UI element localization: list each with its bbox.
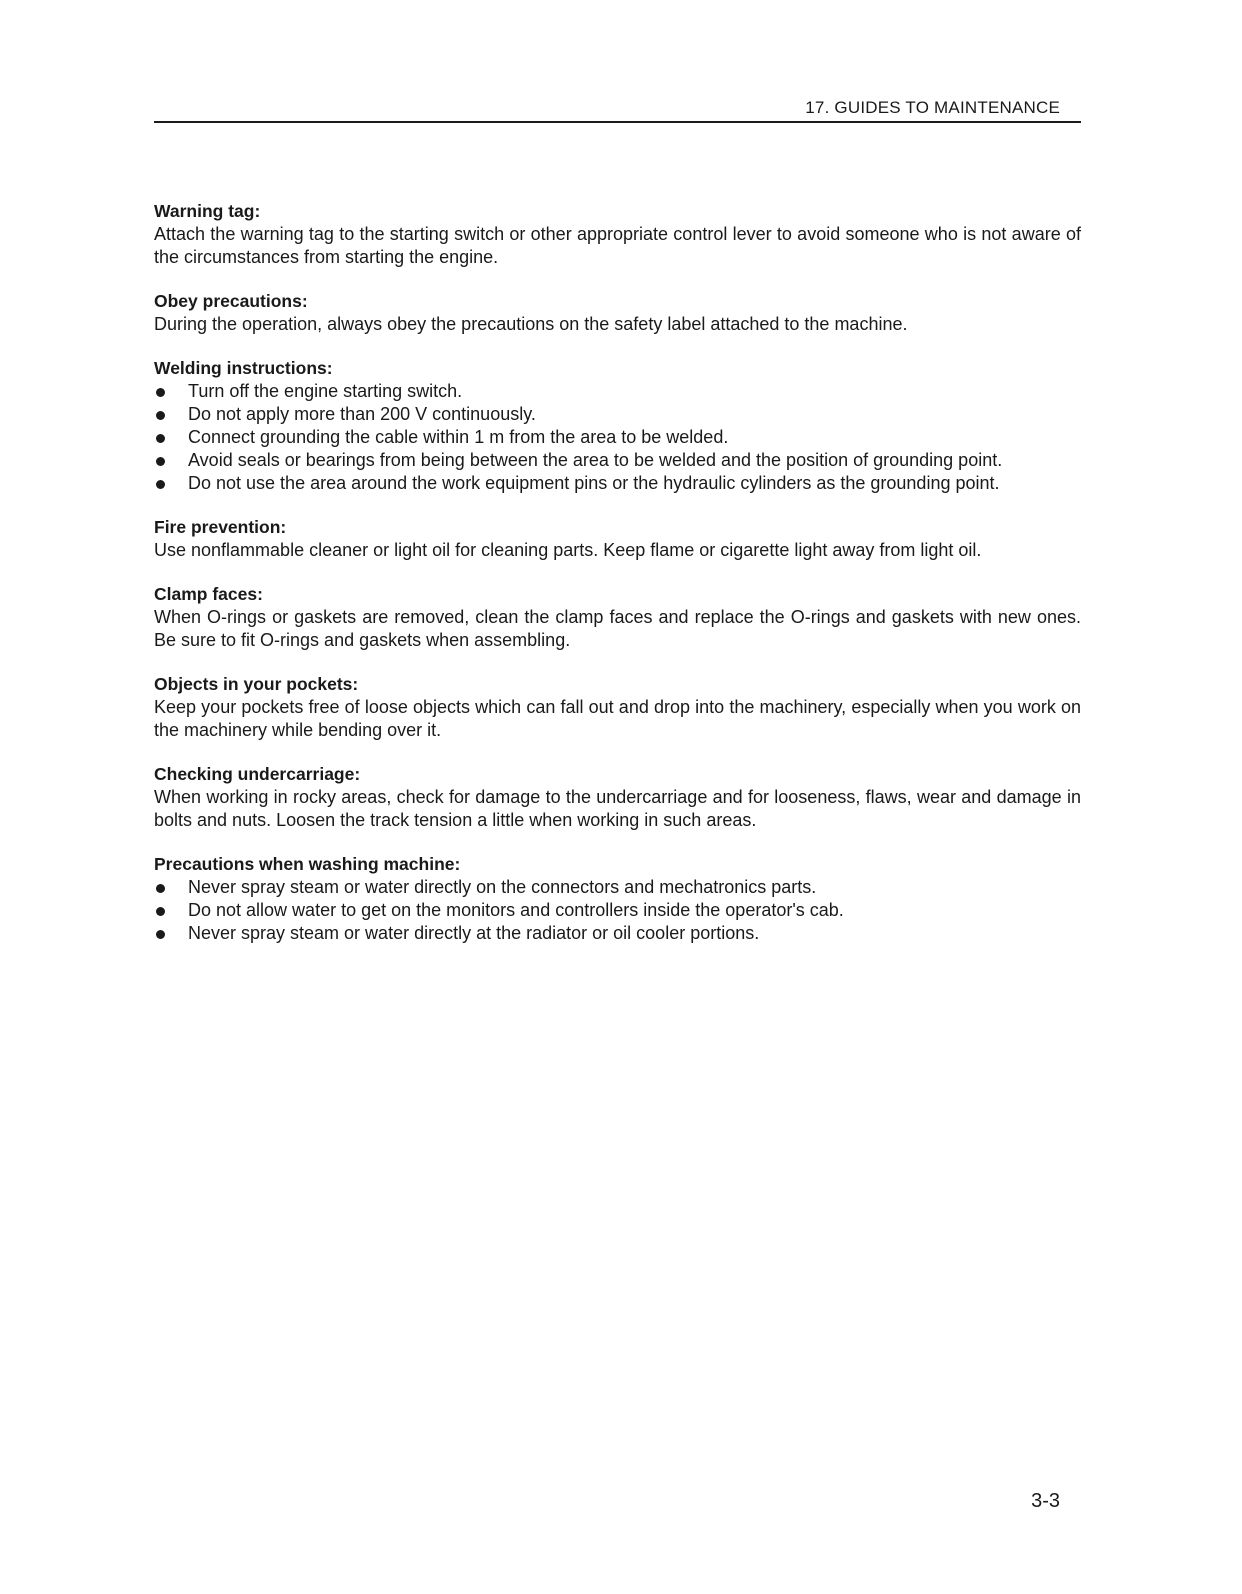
section-heading: Precautions when washing machine: bbox=[154, 854, 461, 874]
list-item-text: Do not allow water to get on the monitors and controllers inside the operator's cab. bbox=[188, 900, 844, 920]
section-heading: Obey precautions: bbox=[154, 291, 308, 311]
section-heading: Clamp faces: bbox=[154, 584, 263, 604]
section-paragraph: When O-rings or gaskets are removed, clean the clamp faces and replace the O-rings and gaskets with new ones. Be sure to fit O-rings and gaskets when assembling. bbox=[154, 607, 1081, 650]
section-heading: Warning tag: bbox=[154, 201, 261, 221]
list-item bbox=[154, 426, 1081, 449]
section-obey-precautions bbox=[154, 290, 1081, 336]
bullet-icon bbox=[156, 480, 165, 489]
section-paragraph: Use nonflammable cleaner or light oil for cleaning parts. Keep flame or cigarette light away from light oil. bbox=[154, 540, 982, 560]
bullet-icon bbox=[156, 930, 165, 939]
list-item-text: Turn off the engine starting switch. bbox=[188, 381, 463, 401]
header-rule bbox=[154, 121, 1081, 123]
section-heading: Objects in your pockets: bbox=[154, 674, 359, 694]
list-item-text: Never spray steam or water directly on the connectors and mechatronics parts. bbox=[188, 877, 817, 897]
section-paragraph: Attach the warning tag to the starting switch or other appropriate control lever to avoid someone who is not aware of the circumstances from starting the engine. bbox=[154, 224, 1081, 267]
section-heading: Fire prevention: bbox=[154, 517, 287, 537]
bullet-icon bbox=[156, 457, 165, 466]
list-item bbox=[154, 922, 1081, 945]
list-item-text: Avoid seals or bearings from being between the area to be welded and the position of grounding point. bbox=[188, 450, 1003, 470]
list-item-text: Do not apply more than 200 V continuously. bbox=[188, 404, 536, 424]
page-body bbox=[154, 200, 1081, 966]
list-item bbox=[154, 380, 1081, 403]
section-paragraph: During the operation, always obey the precautions on the safety label attached to the machine. bbox=[154, 314, 908, 334]
section-paragraph: When working in rocky areas, check for damage to the undercarriage and for looseness, flaws, wear and damage in bolts and nuts. Loosen the track tension a little when working in such areas. bbox=[154, 787, 1081, 830]
bullet-icon bbox=[156, 884, 165, 893]
list-item bbox=[154, 472, 1081, 495]
section-clamp-faces bbox=[154, 583, 1081, 652]
section-checking-undercarriage bbox=[154, 763, 1081, 832]
section-objects-in-pockets bbox=[154, 673, 1081, 742]
section-warning-tag bbox=[154, 200, 1081, 269]
list-item bbox=[154, 449, 1081, 472]
list-item-text: Do not use the area around the work equipment pins or the hydraulic cylinders as the grounding point. bbox=[188, 473, 1000, 493]
section-washing-precautions bbox=[154, 853, 1081, 945]
list-item bbox=[154, 876, 1081, 899]
list-item bbox=[154, 403, 1081, 426]
bullet-icon bbox=[156, 434, 165, 443]
section-heading: Welding instructions: bbox=[154, 358, 333, 378]
page-number: 3-3 bbox=[1031, 1490, 1060, 1512]
section-welding-instructions bbox=[154, 357, 1081, 495]
section-heading: Checking undercarriage: bbox=[154, 764, 361, 784]
bullet-icon bbox=[156, 907, 165, 916]
section-paragraph: Keep your pockets free of loose objects which can fall out and drop into the machinery, especially when you work on the machinery while bending over it. bbox=[154, 697, 1081, 740]
section-fire-prevention bbox=[154, 516, 1081, 562]
list-item-text: Never spray steam or water directly at the radiator or oil cooler portions. bbox=[188, 923, 760, 943]
bullet-icon bbox=[156, 411, 165, 420]
bullet-list bbox=[154, 380, 1081, 495]
list-item bbox=[154, 899, 1081, 922]
running-header: 17. GUIDES TO MAINTENANCE bbox=[805, 98, 1060, 117]
bullet-icon bbox=[156, 388, 165, 397]
bullet-list bbox=[154, 876, 1081, 945]
list-item-text: Connect grounding the cable within 1 m from the area to be welded. bbox=[188, 427, 729, 447]
